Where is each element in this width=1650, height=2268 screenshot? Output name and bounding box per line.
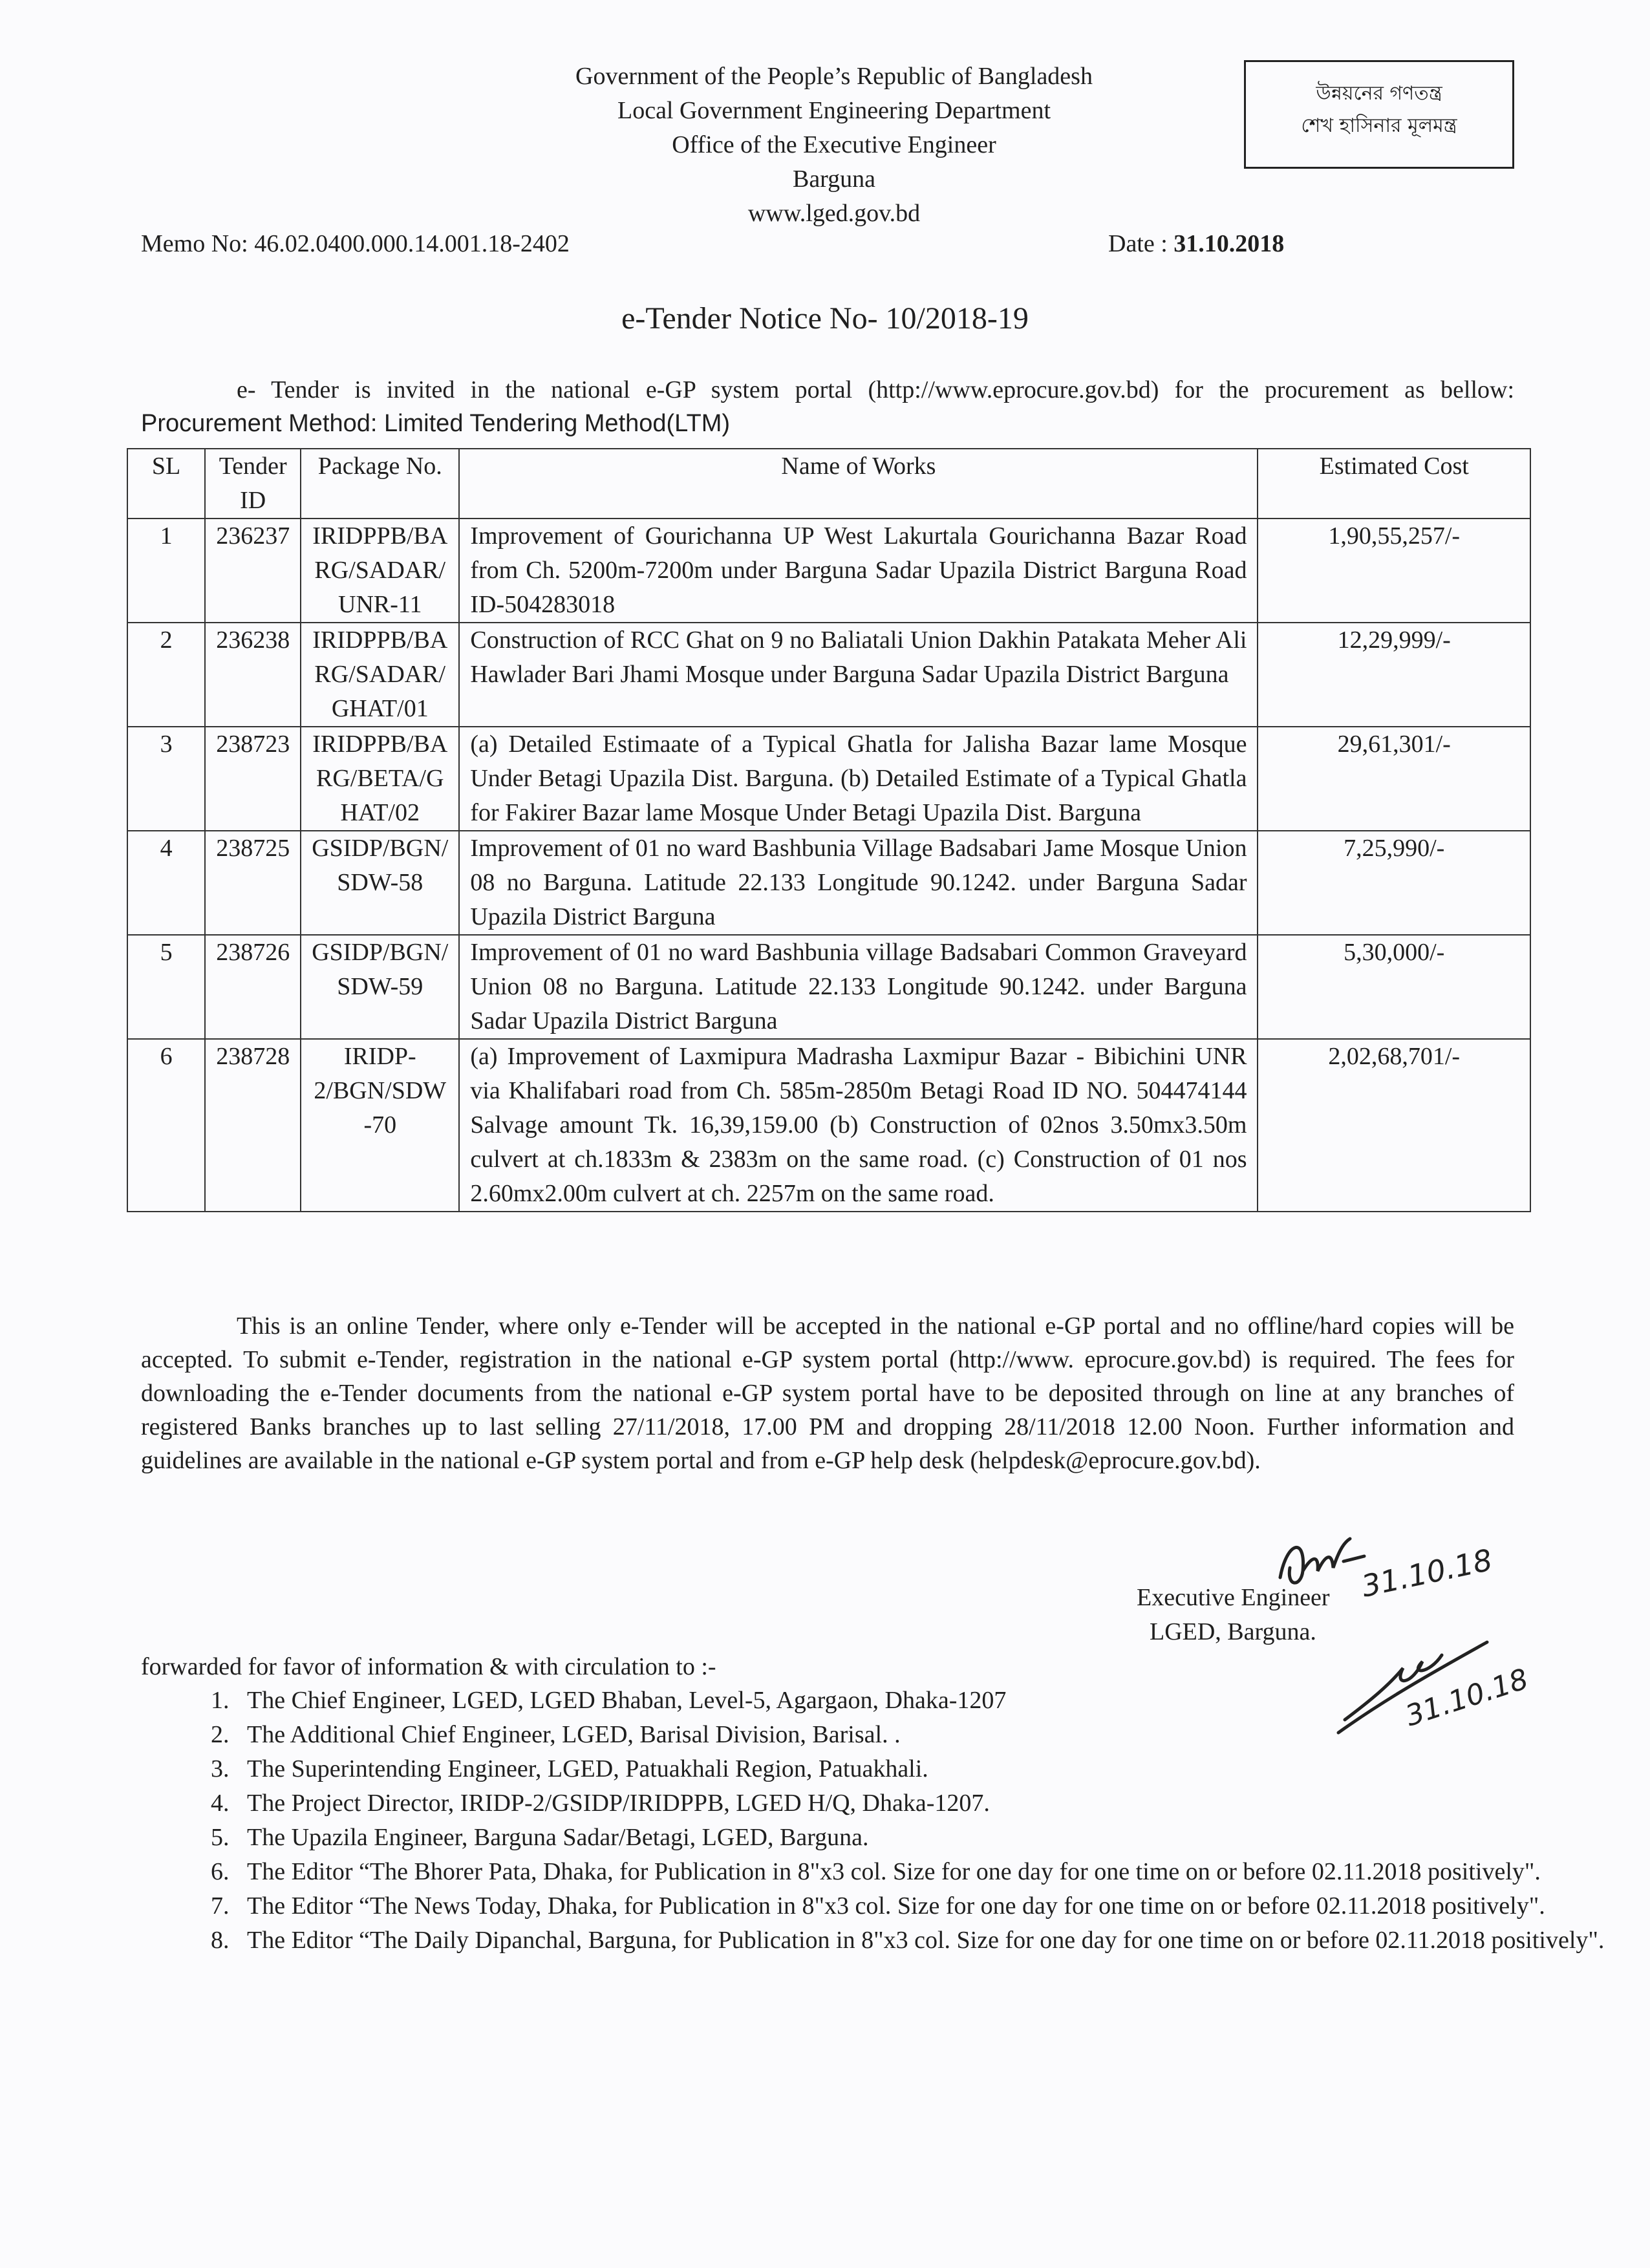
cell-package: GSIDP/BGN/ SDW-59	[301, 935, 459, 1039]
cell-name-of-works: (a) Improvement of Laxmipura Madrasha Laxmipur Bazar - Bibichini UNR via Khalifabari road from Ch. 585m-2850m Betagi Road ID NO. 504474144 Salvage amount Tk. 16,39,159.00 (b) Construction of 02nos 3.50mx3.50m culvert at ch.1833m & 2383m on the same road. (c) Construction of 01 nos 2.60mx2.00m culvert at ch. 2257m on the same road.	[459, 1039, 1258, 1212]
slogan-box	[1244, 60, 1514, 169]
col-header-package: Package No.	[301, 449, 459, 519]
cell-tender-id: 238723	[205, 727, 301, 831]
table-row	[127, 935, 1530, 1039]
table-row	[127, 1039, 1530, 1212]
memo-number: Memo No: 46.02.0400.000.14.001.18-2402	[141, 230, 570, 257]
list-item: 6. The Editor “The Bhorer Pata, Dhaka, for Publication in 8"x3 col. Size for one day for one time on or before 02.11.2018 positively".	[235, 1855, 1609, 1889]
procurement-method: Procurement Method: Limited Tendering Method(LTM)	[141, 410, 731, 437]
signatory-office: LGED, Barguna.	[1150, 1618, 1316, 1645]
cell-tender-id: 238726	[205, 935, 301, 1039]
cell-package: IRIDP- 2/BGN/SDW -70	[301, 1039, 459, 1212]
list-item: 2. The Additional Chief Engineer, LGED, Barisal Division, Barisal. .	[235, 1718, 1609, 1752]
signatory-designation: Executive Engineer	[1137, 1584, 1330, 1611]
cell-sl: 1	[127, 519, 205, 623]
intro-text: e- Tender is invited in the national e-GP system portal (http://www.eprocure.gov.bd) for the procurement as bellow:	[237, 376, 1514, 403]
list-item: 3. The Superintending Engineer, LGED, Patuakhali Region, Patuakhali.	[235, 1752, 1609, 1786]
slogan-line-2: শেখ হাসিনার মূলমন্ত্র	[1301, 114, 1457, 137]
cell-name-of-works: Improvement of 01 no ward Bashbunia Village Badsabari Jame Mosque Union 08 no Barguna. Latitude 22.133 Longitude 90.1242. under Barguna Sadar Upazila District Barguna	[459, 831, 1258, 935]
cell-name-of-works: (a) Detailed Estimaate of a Typical Ghatla for Jalisha Bazar lame Mosque Under Betagi Upazila Dist. Barguna. (b) Detailed Estimate of a Typical Ghatla for Fakirer Bazar lame Mosque Under Betagi Upazila Dist. Barguna	[459, 727, 1258, 831]
circulation-list	[141, 1684, 1609, 1958]
list-item: 8. The Editor “The Daily Dipanchal, Barguna, for Publication in 8"x3 col. Size for one day for one time on or before 02.11.2018 positively".	[235, 1923, 1609, 1958]
date-value: 31.10.2018	[1173, 230, 1285, 257]
cell-tender-id: 238725	[205, 831, 301, 935]
letterhead-department: Local Government Engineering Department	[617, 97, 1051, 124]
slogan-line-1: উন্নয়নের গণতন্ত্র	[1316, 82, 1442, 105]
cell-tender-id: 236238	[205, 623, 301, 727]
list-item: 4. The Project Director, IRIDP-2/GSIDP/IRIDPPB, LGED H/Q, Dhaka-1207.	[235, 1786, 1609, 1821]
cell-sl: 6	[127, 1039, 205, 1212]
cell-estimated-cost: 2,02,68,701/-	[1258, 1039, 1530, 1212]
cell-sl: 5	[127, 935, 205, 1039]
list-item: 1. The Chief Engineer, LGED, LGED Bhaban, Level-5, Agargaon, Dhaka-1207	[235, 1684, 1609, 1718]
cell-tender-id: 238728	[205, 1039, 301, 1212]
tender-instructions-text: This is an online Tender, where only e-Tender will be accepted in the national e-GP portal and no offline/hard copies will be accepted. To submit e-Tender, registration in the national e-GP system portal (http://www. eprocure.gov.bd) is required. The fees for downloading the e-Tender documents from the national e-GP system portal have to be deposited through on line at any branches of registered Banks branches up to last selling 27/11/2018, 17.00 PM and dropping 28/11/2018 12.00 Noon. Further information and guidelines are available in the national e-GP system portal and from e-GP help desk (helpdesk@eprocure.gov.bd).	[141, 1312, 1514, 1474]
col-header-tender-id: Tender ID	[205, 449, 301, 519]
list-item: 7. The Editor “The News Today, Dhaka, for Publication in 8"x3 col. Size for one day for one time on or before 02.11.2018 positively".	[235, 1889, 1609, 1923]
cell-estimated-cost: 1,90,55,257/-	[1258, 519, 1530, 623]
cell-package: IRIDPPB/BA RG/SADAR/ UNR-11	[301, 519, 459, 623]
cell-estimated-cost: 29,61,301/-	[1258, 727, 1530, 831]
table-row	[127, 831, 1530, 935]
letterhead-government: Government of the People’s Republic of Bangladesh	[575, 63, 1093, 90]
cell-estimated-cost: 7,25,990/-	[1258, 831, 1530, 935]
cell-estimated-cost: 12,29,999/-	[1258, 623, 1530, 727]
cell-sl: 4	[127, 831, 205, 935]
cell-tender-id: 236237	[205, 519, 301, 623]
cell-name-of-works: Improvement of Gourichanna UP West Lakurtala Gourichanna Bazar Road from Ch. 5200m-7200m under Barguna Sadar Upazila District Barguna Road ID-504283018	[459, 519, 1258, 623]
cell-package: IRIDPPB/BA RG/SADAR/ GHAT/01	[301, 623, 459, 727]
notice-title: e-Tender Notice No- 10/2018-19	[621, 301, 1029, 336]
list-item: 5. The Upazila Engineer, Barguna Sadar/Betagi, LGED, Barguna.	[235, 1821, 1609, 1855]
table-row	[127, 623, 1530, 727]
table-row	[127, 519, 1530, 623]
letterhead-website: www.lged.gov.bd	[747, 200, 921, 227]
cell-package: GSIDP/BGN/ SDW-58	[301, 831, 459, 935]
date-line	[1108, 230, 1284, 258]
forward-line: forwarded for favor of information & with circulation to :-	[141, 1653, 716, 1680]
cell-estimated-cost: 5,30,000/-	[1258, 935, 1530, 1039]
cell-name-of-works: Construction of RCC Ghat on 9 no Baliatali Union Dakhin Patakata Meher Ali Hawlader Bari Jhami Mosque under Barguna Sadar Upazila District Barguna	[459, 623, 1258, 727]
cell-sl: 2	[127, 623, 205, 727]
col-header-name-of-works: Name of Works	[459, 449, 1258, 519]
works-table	[127, 448, 1531, 1212]
cell-package: IRIDPPB/BA RG/BETA/G HAT/02	[301, 727, 459, 831]
col-header-sl: SL	[127, 449, 205, 519]
handwritten-date-1: 31.10.18	[1358, 1542, 1495, 1604]
col-header-estimated-cost: Estimated Cost	[1258, 449, 1530, 519]
letterhead-office: Office of the Executive Engineer	[672, 131, 996, 158]
table-header-row	[127, 449, 1530, 519]
table-row	[127, 727, 1530, 831]
handwritten-date-2: 31.10.18	[1401, 1662, 1532, 1733]
cell-sl: 3	[127, 727, 205, 831]
signatory-block	[1137, 1581, 1330, 1649]
letterhead-location: Barguna	[792, 166, 876, 193]
cell-name-of-works: Improvement of 01 no ward Bashbunia village Badsabari Common Graveyard Union 08 no Barguna. Latitude 22.133 Longitude 90.1242. under Barguna Sadar Upazila District Barguna	[459, 935, 1258, 1039]
intro-paragraph	[141, 373, 1514, 440]
letterhead	[453, 59, 1216, 231]
tender-instructions	[141, 1309, 1514, 1477]
date-label: Date :	[1108, 230, 1174, 257]
